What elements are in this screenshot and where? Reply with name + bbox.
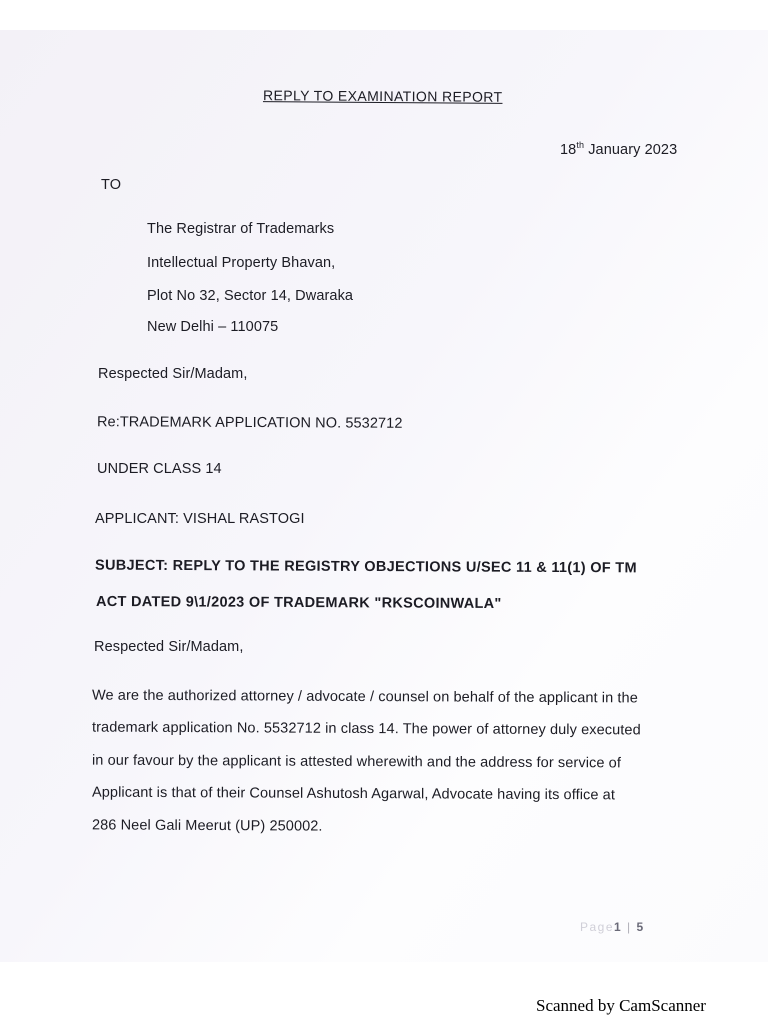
subject-line: SUBJECT: REPLY TO THE REGISTRY OBJECTIONS U/SEC 11 & 11(1) OF TM bbox=[94, 557, 637, 577]
body-line: 286 Neel Gali Meerut (UP) 250002. bbox=[91, 817, 323, 835]
body-line: Applicant is that of their Counsel Ashutosh Agarwal, Advocate having its office at bbox=[91, 784, 616, 804]
to-label: TO bbox=[101, 177, 122, 193]
date-month-year: January 2023 bbox=[584, 141, 678, 158]
body-line: in our favour by the applicant is attested wherewith and the address for service of bbox=[91, 752, 622, 772]
document-title: REPLY TO EXAMINATION REPORT bbox=[262, 87, 503, 105]
body-line: trademark application No. 5532712 in class 14. The power of attorney duly executed bbox=[91, 719, 641, 739]
camscanner-watermark: Scanned by CamScanner bbox=[536, 996, 706, 1015]
page-total: 5 bbox=[636, 920, 645, 934]
scanned-page bbox=[0, 30, 768, 962]
address-line: The Registrar of Trademarks bbox=[147, 221, 335, 237]
address-line: Intellectual Property Bhavan, bbox=[147, 255, 336, 271]
applicant-line: APPLICANT: VISHAL RASTOGI bbox=[95, 511, 305, 527]
address-line: Plot No 32, Sector 14, Dwaraka bbox=[147, 288, 354, 304]
page-current: 1 bbox=[614, 920, 623, 934]
salutation-repeat: Respected Sir/Madam, bbox=[94, 639, 244, 655]
page-word: Page bbox=[580, 920, 615, 934]
subject-line: ACT DATED 9\1/2023 OF TRADEMARK "RKSCOINWALA" bbox=[95, 593, 502, 613]
date-day: 18 bbox=[560, 141, 577, 158]
class-line: UNDER CLASS 14 bbox=[97, 461, 222, 477]
date-suffix: th bbox=[576, 140, 585, 150]
reference-line: Re:TRADEMARK APPLICATION NO. 5532712 bbox=[96, 414, 403, 432]
letter-date bbox=[560, 140, 677, 158]
salutation: Respected Sir/Madam, bbox=[98, 366, 248, 382]
address-line: New Delhi – 110075 bbox=[147, 319, 279, 335]
page-number bbox=[580, 920, 645, 934]
body-line: We are the authorized attorney / advocate / counsel on behalf of the applicant in the bbox=[91, 687, 638, 707]
page-separator: | bbox=[622, 920, 637, 934]
